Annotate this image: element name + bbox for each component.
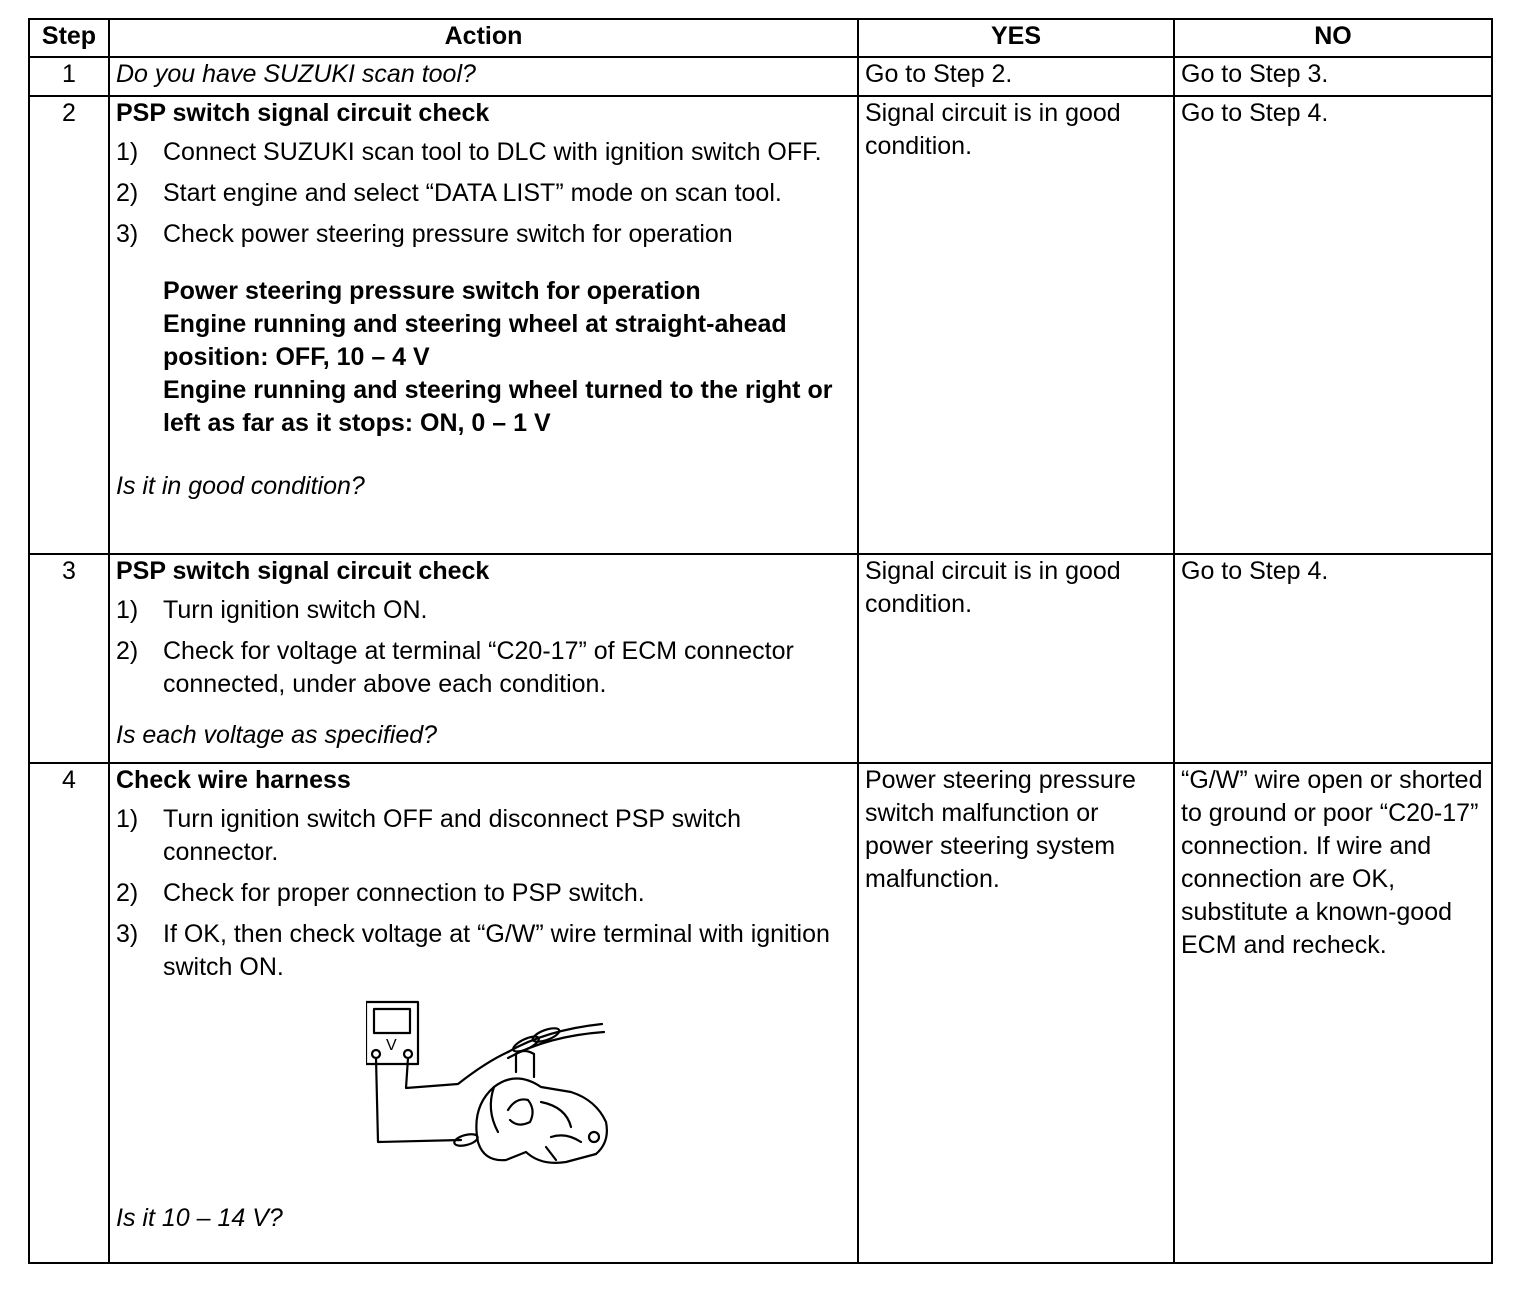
no-cell: Go to Step 4. bbox=[1174, 554, 1492, 763]
item-text: Connect SUZUKI scan tool to DLC with ignition switch OFF. bbox=[163, 138, 822, 166]
diagnosis-table bbox=[28, 18, 1493, 1264]
item-number: 2) bbox=[116, 879, 139, 907]
item-text: If OK, then check voltage at “G/W” wire terminal with ignition switch ON. bbox=[163, 920, 830, 981]
yes-cell: Signal circuit is in good condition. bbox=[858, 96, 1174, 554]
yes-cell: Go to Step 2. bbox=[858, 57, 1174, 96]
no-cell: “G/W” wire open or shorted to ground or poor “C20-17” connection. If wire and connection are OK, substitute a known-good ECM and recheck. bbox=[1174, 763, 1492, 1263]
item-text: Check for voltage at terminal “C20-17” of ECM connector connected, under above each condition. bbox=[163, 637, 794, 698]
table-row bbox=[29, 763, 1492, 1263]
question: Do you have SUZUKI scan tool? bbox=[116, 60, 476, 88]
voltmeter-illustration bbox=[366, 992, 626, 1172]
item-number: 3) bbox=[116, 220, 139, 248]
list-item bbox=[116, 218, 851, 251]
yes-cell: Signal circuit is in good condition. bbox=[858, 554, 1174, 763]
action-cell bbox=[109, 554, 858, 763]
spec-line: Engine running and steering wheel turned to the right or left as far as it stops: ON, 0 – 1 V bbox=[163, 376, 833, 437]
spec-line: Engine running and steering wheel at straight-ahead position: OFF, 10 – 4 V bbox=[163, 310, 787, 371]
list-item bbox=[116, 877, 851, 910]
question: Is it 10 – 14 V? bbox=[116, 1204, 283, 1232]
header-action: Action bbox=[109, 19, 858, 57]
instruction-list bbox=[116, 594, 851, 701]
header-row bbox=[29, 19, 1492, 57]
item-text: Turn ignition switch ON. bbox=[163, 596, 428, 624]
header-step: Step bbox=[29, 19, 109, 57]
no-cell: Go to Step 3. bbox=[1174, 57, 1492, 96]
header-no: NO bbox=[1174, 19, 1492, 57]
header-yes: YES bbox=[858, 19, 1174, 57]
instruction-list bbox=[116, 803, 851, 984]
item-number: 1) bbox=[116, 596, 139, 624]
step-number: 2 bbox=[29, 96, 109, 554]
specification bbox=[163, 275, 851, 440]
table-row bbox=[29, 554, 1492, 763]
question: Is each voltage as specified? bbox=[116, 721, 438, 749]
item-text: Turn ignition switch OFF and disconnect PSP switch connector. bbox=[163, 805, 742, 866]
table-row bbox=[29, 96, 1492, 554]
item-number: 1) bbox=[116, 138, 139, 166]
step-number: 3 bbox=[29, 554, 109, 763]
list-item bbox=[116, 918, 851, 984]
action-cell bbox=[109, 57, 858, 96]
item-text: Check for proper connection to PSP switch. bbox=[163, 879, 645, 907]
table-row bbox=[29, 57, 1492, 96]
instruction-list bbox=[116, 136, 851, 251]
item-number: 3) bbox=[116, 920, 139, 948]
list-item bbox=[116, 136, 851, 169]
item-number: 1) bbox=[116, 805, 139, 833]
item-text: Check power steering pressure switch for operation bbox=[163, 220, 733, 248]
question: Is it in good condition? bbox=[116, 472, 365, 500]
step-title: Check wire harness bbox=[116, 766, 351, 794]
step-title: PSP switch signal circuit check bbox=[116, 99, 490, 127]
step-number: 4 bbox=[29, 763, 109, 1263]
item-number: 2) bbox=[116, 179, 139, 207]
list-item bbox=[116, 803, 851, 869]
step-title: PSP switch signal circuit check bbox=[116, 557, 490, 585]
list-item bbox=[116, 594, 851, 627]
action-cell bbox=[109, 763, 858, 1263]
item-number: 2) bbox=[116, 637, 139, 665]
spec-line: Power steering pressure switch for operation bbox=[163, 277, 701, 305]
yes-cell: Power steering pressure switch malfunction or power steering system malfunction. bbox=[858, 763, 1174, 1263]
meter-label: V bbox=[386, 1037, 397, 1054]
step-number: 1 bbox=[29, 57, 109, 96]
item-text: Start engine and select “DATA LIST” mode on scan tool. bbox=[163, 179, 782, 207]
list-item bbox=[116, 177, 851, 210]
no-cell: Go to Step 4. bbox=[1174, 96, 1492, 554]
action-cell bbox=[109, 96, 858, 554]
list-item bbox=[116, 635, 851, 701]
